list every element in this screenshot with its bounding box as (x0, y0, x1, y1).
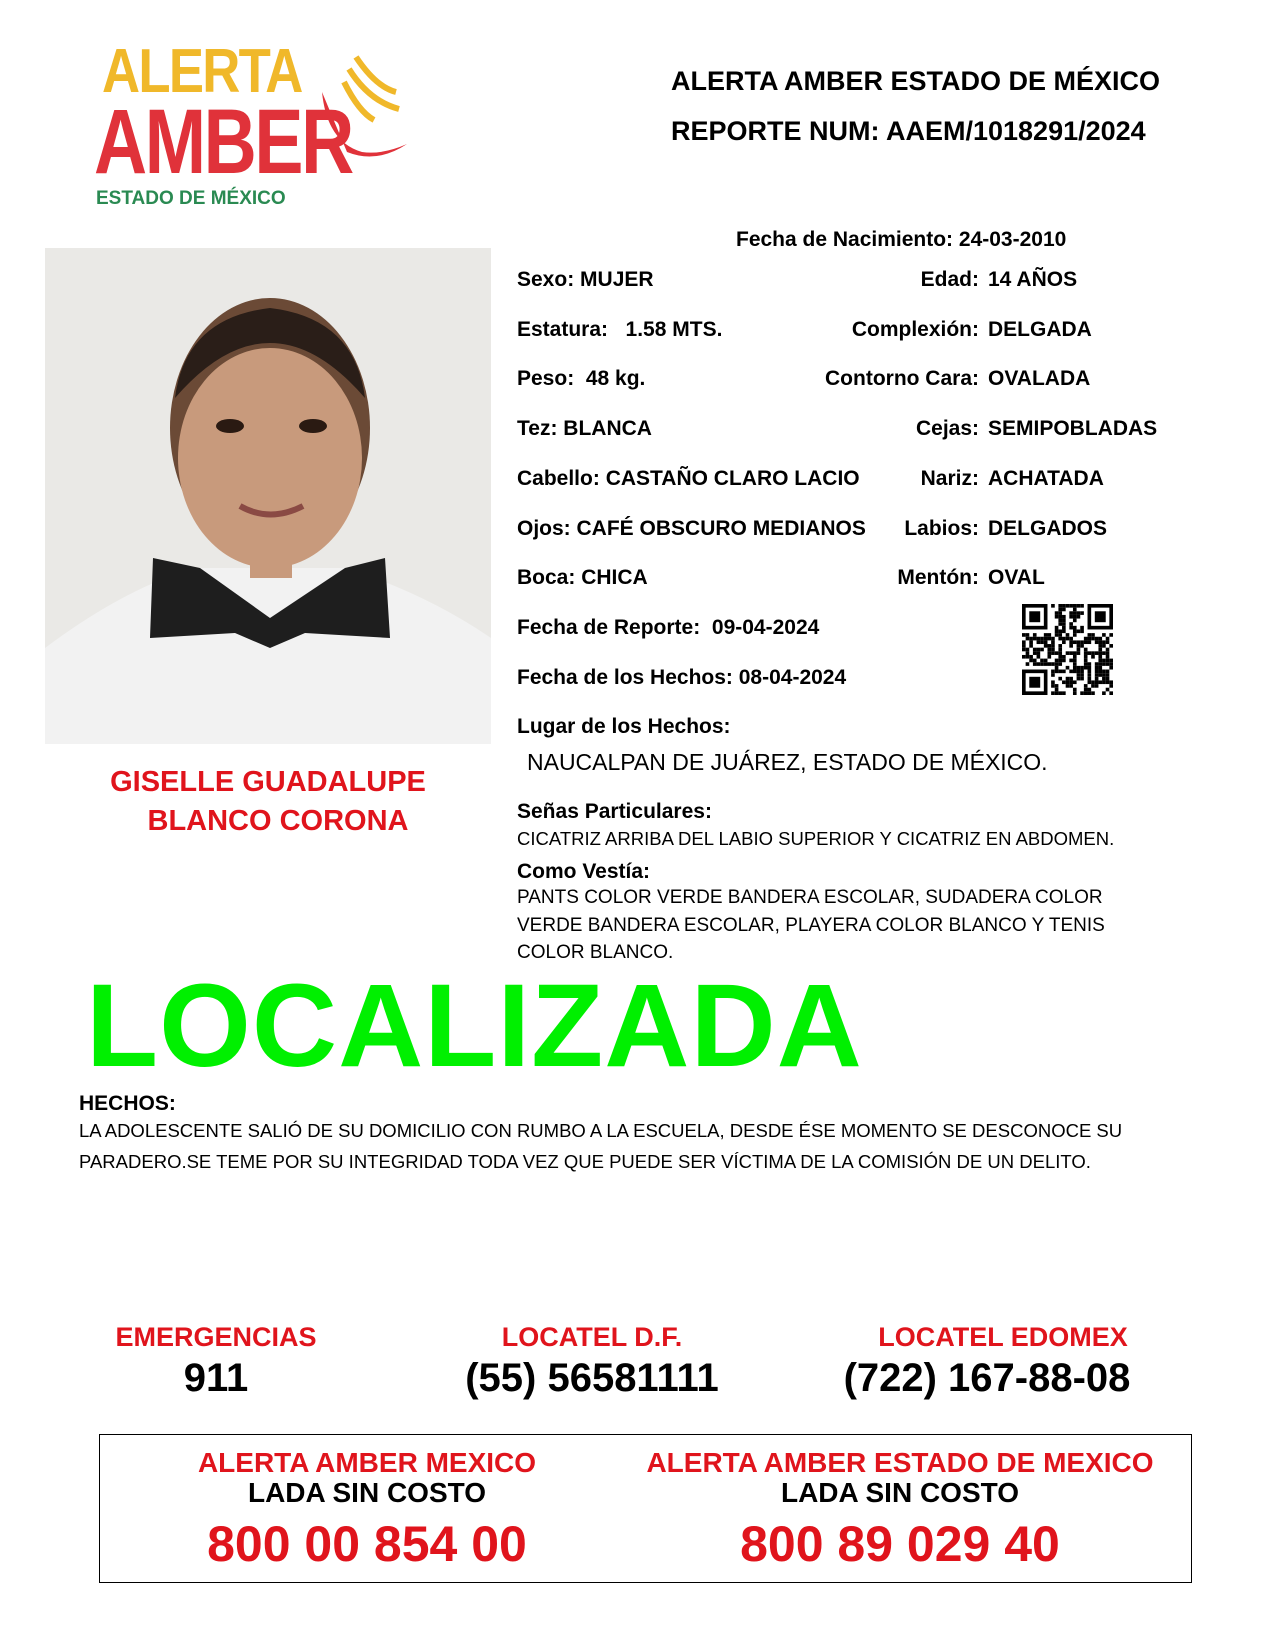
place-label: Lugar de los Hechos: (517, 715, 731, 738)
skin-value: BLANCA (563, 417, 652, 440)
lips-label: Labios: (904, 517, 979, 540)
hair-label: Cabello: (517, 467, 600, 490)
logo-amber: AMBER (94, 91, 352, 193)
tollfree-edomex-number[interactable]: 800 89 029 40 (740, 1516, 1060, 1572)
height-value: 1.58 MTS. (625, 318, 723, 341)
nose-value: ACHATADA (988, 467, 1104, 490)
row-sex-age (0, 268, 1275, 298)
eyes-label: Ojos: (517, 517, 571, 540)
clothes-line2: VERDE BANDERA ESCOLAR, PLAYERA COLOR BLANCO Y TENIS (517, 915, 1105, 936)
locatel-df-label: LOCATEL D.F. (501, 1322, 683, 1352)
clothes-label: Como Vestía: (517, 860, 651, 883)
logo-alerta: ALERTA (102, 37, 302, 106)
report-date-value: 09-04-2024 (711, 616, 820, 639)
face-label: Contorno Cara: (825, 367, 979, 390)
weight-value: 48 kg. (585, 367, 646, 390)
eyes-value: CAFÉ OBSCURO MEDIANOS (576, 517, 866, 540)
marks-label: Señas Particulares: (517, 800, 712, 823)
row-weight-face (0, 367, 1275, 397)
tollfree-edomex-sub: LADA SIN COSTO (780, 1477, 1019, 1508)
birth-date-value: 24-03-2010 (958, 228, 1067, 251)
row-place-label (0, 715, 1275, 745)
birth-date (736, 228, 1066, 252)
mouth-value: CHICA (581, 566, 648, 589)
person-name-line2: BLANCO CORONA (147, 805, 409, 837)
tollfree-mx-sub: LADA SIN COSTO (247, 1477, 486, 1508)
tollfree-edomex-title: ALERTA AMBER ESTADO DE MEXICO (646, 1447, 1154, 1478)
locatel-df-number[interactable]: (55) 56581111 (465, 1356, 719, 1400)
header-title: ALERTA AMBER ESTADO DE MÉXICO (671, 66, 1161, 96)
age-value: 14 AÑOS (988, 268, 1078, 291)
face-value: OVALADA (988, 367, 1091, 390)
height-label: Estatura: (517, 318, 609, 341)
place-value: NAUCALPAN DE JUÁREZ, ESTADO DE MÉXICO. (527, 749, 1048, 775)
locatel-edomex-number[interactable]: (722) 167-88-08 (843, 1356, 1131, 1400)
alerta-amber-logo (94, 37, 424, 212)
weight-label: Peso: (517, 367, 575, 390)
facts-line2: PARADERO.SE TEME POR SU INTEGRIDAD TODA VEZ QUE PUEDE SER VÍCTIMA DE LA COMISIÓN DE UN DELITO. (79, 1151, 1091, 1172)
clothes-line3: COLOR BLANCO. (517, 942, 674, 963)
chin-value: OVAL (988, 566, 1045, 589)
skin-label: Tez: (517, 417, 558, 440)
tollfree-mx-number[interactable]: 800 00 854 00 (207, 1516, 527, 1572)
sex-label: Sexo: (517, 268, 575, 291)
facts-line1: LA ADOLESCENTE SALIÓ DE SU DOMICILIO CON RUMBO A LA ESCUELA, DESDE ÉSE MOMENTO SE DESCONOCE SU (79, 1120, 1123, 1141)
event-date-label: Fecha de los Hechos: (517, 666, 733, 689)
row-hair-nose (0, 467, 1275, 497)
row-eyes-lips (0, 517, 1275, 547)
brows-label: Cejas: (915, 417, 979, 440)
localizada-stamp: LOCALIZADA (86, 960, 863, 1092)
toll-free-box (99, 1434, 1192, 1583)
nose-label: Nariz: (920, 467, 979, 490)
event-date-value: 08-04-2024 (738, 666, 847, 689)
locatel-edomex-label: LOCATEL EDOMEX (878, 1322, 1128, 1352)
marks-value: CICATRIZ ARRIBA DEL LABIO SUPERIOR Y CICATRIZ EN ABDOMEN. (517, 828, 1115, 849)
brows-value: SEMIPOBLADAS (988, 417, 1158, 440)
row-mouth-chin (0, 566, 1275, 596)
row-skin-brows (0, 417, 1275, 447)
report-number: REPORTE NUM: AAEM/1018291/2024 (671, 116, 1146, 146)
emergency-number[interactable]: 911 (183, 1356, 249, 1400)
report-date-label: Fecha de Reporte: (517, 616, 701, 639)
facts-label: HECHOS: (79, 1092, 176, 1115)
logo-estado: ESTADO DE MÉXICO (96, 188, 286, 209)
person-name-line1: GISELLE GUADALUPE (110, 766, 426, 798)
sex-value: MUJER (580, 268, 654, 291)
build-label: Complexión: (851, 318, 979, 341)
tollfree-mx-title: ALERTA AMBER MEXICO (197, 1447, 537, 1478)
birth-date-label: Fecha de Nacimiento: (736, 228, 954, 251)
row-height-build (0, 318, 1275, 348)
mouth-label: Boca: (517, 566, 576, 589)
qr-code[interactable] (1022, 604, 1113, 695)
chin-label: Mentón: (897, 566, 979, 589)
lips-value: DELGADOS (988, 517, 1108, 540)
hair-value: CASTAÑO CLARO LACIO (605, 467, 860, 490)
clothes-line1: PANTS COLOR VERDE BANDERA ESCOLAR, SUDADERA COLOR (517, 887, 1103, 908)
build-value: DELGADA (988, 318, 1092, 341)
age-label: Edad: (920, 268, 979, 291)
emergency-label: EMERGENCIAS (115, 1322, 317, 1352)
